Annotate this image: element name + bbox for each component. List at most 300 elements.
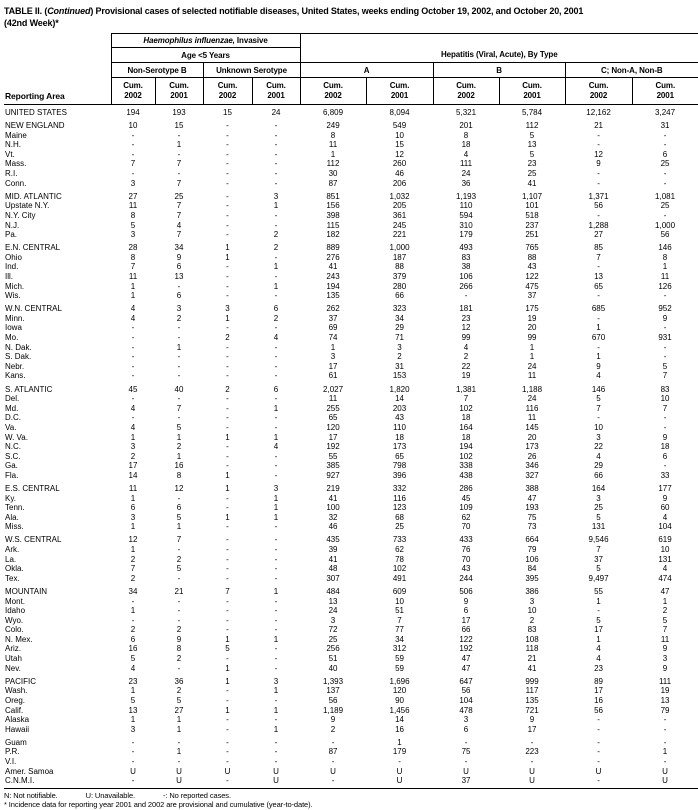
value-cell: 99 (461, 333, 471, 343)
footnote-legend-line (4, 791, 698, 801)
value-cell: 3 (273, 676, 279, 686)
value-cell: 7 (596, 403, 601, 413)
value-cell: - (226, 281, 229, 291)
value-cell: 1 (176, 432, 182, 442)
reporting-area-cell: Ill. (5, 272, 13, 281)
value-cell: 7 (596, 545, 601, 555)
value-cell: 79 (527, 545, 537, 555)
value-cell: 25 (395, 522, 404, 532)
table-row (4, 635, 698, 645)
value-cell: - (131, 776, 135, 786)
value-cell: 4 (662, 564, 668, 574)
table-row (4, 564, 698, 574)
value-cell: - (464, 737, 468, 747)
value-cell: - (177, 323, 181, 333)
value-cell: 23 (128, 676, 138, 686)
value-cell: U (176, 776, 182, 786)
value-cell: 70 (461, 554, 471, 564)
value-cell: - (663, 461, 667, 471)
value-cell: 16 (174, 461, 184, 471)
value-cell: 102 (392, 564, 407, 574)
value-cell: 110 (459, 201, 473, 211)
value-cell: 8,094 (389, 108, 410, 117)
value-cell: 2 (176, 554, 182, 564)
reporting-area-cell: Okla. (5, 564, 24, 574)
value-cell: - (663, 715, 667, 725)
value-cell: 5 (596, 615, 601, 625)
value-cell: 23 (527, 159, 537, 169)
footnote-not-notifiable: N: Not notifiable. (4, 790, 58, 800)
reporting-area-cell: S.C. (5, 451, 21, 461)
value-cell: 60 (660, 503, 670, 513)
value-cell: - (226, 230, 229, 240)
value-cell: 13 (128, 705, 138, 715)
value-cell: 102 (459, 403, 473, 413)
value-cell: 203 (392, 403, 407, 413)
reporting-area-cell: Wis. (5, 291, 21, 301)
value-cell: 126 (658, 281, 672, 291)
value-cell: 8 (330, 130, 336, 140)
value-cell: 4 (273, 333, 279, 343)
value-cell: - (131, 737, 135, 747)
value-cell: 5 (176, 695, 182, 705)
value-cell: 1 (130, 545, 136, 555)
value-cell: U (130, 766, 136, 776)
value-cell: U (396, 776, 403, 786)
value-cell: 1 (176, 724, 182, 734)
value-cell: 15 (395, 140, 404, 150)
cum-year-header: Cum. 2001 (632, 78, 698, 105)
value-cell: 22 (461, 361, 471, 371)
value-cell: - (274, 272, 278, 281)
value-cell: - (226, 625, 229, 635)
reporting-area-cell: Idaho (5, 606, 26, 616)
table-row (4, 644, 698, 654)
value-cell: 8 (662, 252, 668, 262)
value-cell: 664 (525, 535, 539, 545)
value-cell: 310 (459, 220, 473, 230)
value-cell: 3 (225, 304, 230, 314)
value-cell: 84 (527, 564, 537, 574)
value-cell: - (464, 291, 468, 301)
title-part2: ) Provisional cases of selected notifiable diseases, United States, weeks ending October 19, 2002, and October 20, 2001 (90, 6, 584, 16)
value-cell: 14 (395, 715, 404, 725)
value-cell: - (177, 606, 181, 616)
value-cell: 31 (660, 121, 670, 131)
value-cell: - (274, 169, 278, 179)
value-cell: 2 (176, 625, 182, 635)
value-cell: 72 (328, 625, 338, 635)
value-cell: 1 (176, 715, 182, 725)
value-cell: - (274, 747, 278, 757)
value-cell: 24 (328, 606, 338, 616)
value-cell: 68 (395, 512, 404, 522)
value-cell: 11 (527, 413, 537, 423)
reporting-area-cell: Maine (5, 130, 27, 140)
value-cell: - (274, 361, 278, 371)
value-cell: - (226, 191, 229, 201)
table-row (4, 625, 698, 635)
value-cell: - (226, 451, 229, 461)
value-cell: - (226, 352, 229, 362)
table-row (4, 159, 698, 169)
value-cell: 1 (130, 281, 136, 291)
value-cell: 2 (176, 686, 182, 696)
value-cell: 7 (130, 262, 136, 272)
value-cell: 1,188 (522, 384, 543, 394)
value-cell: 5 (596, 512, 601, 522)
value-cell: 17 (527, 724, 537, 734)
footnote-unavailable: U: Unavailable. (85, 790, 136, 800)
value-cell: 15 (174, 121, 184, 131)
value-cell: 9 (596, 159, 601, 169)
value-cell: 1 (130, 493, 136, 503)
value-cell: 177 (658, 483, 672, 493)
reporting-area-cell: Utah (5, 654, 22, 664)
table-row (4, 352, 698, 362)
value-cell: 7 (662, 371, 668, 381)
value-cell: 194 (126, 108, 140, 117)
value-cell: 255 (326, 403, 340, 413)
value-cell: 765 (525, 243, 539, 253)
value-cell: 7 (130, 564, 136, 574)
value-cell: 66 (395, 291, 404, 301)
value-cell: 1,371 (588, 191, 609, 201)
value-cell: - (663, 210, 667, 220)
value-cell: 193 (172, 108, 186, 117)
value-cell: - (226, 695, 229, 705)
table-row (4, 169, 698, 179)
reporting-area-cell: W. Va. (5, 432, 28, 442)
value-cell: 4 (176, 220, 182, 230)
value-cell: 647 (459, 676, 473, 686)
table-row (4, 333, 698, 343)
value-cell: 9 (596, 361, 601, 371)
cum-year-header: Cum. 2001 (366, 78, 433, 105)
value-cell: 65 (395, 451, 404, 461)
value-cell: - (331, 757, 335, 766)
value-cell: 69 (328, 323, 338, 333)
value-cell: 65 (594, 281, 603, 291)
value-cell: 30 (328, 169, 338, 179)
value-cell: - (274, 737, 278, 747)
value-cell: 106 (459, 272, 473, 281)
value-cell: 1 (273, 586, 279, 596)
title-continued: Continued (47, 6, 91, 16)
value-cell: 1 (529, 342, 535, 352)
value-cell: U (224, 766, 231, 776)
value-cell: 4 (273, 442, 279, 452)
value-cell: 7 (596, 252, 601, 262)
value-cell: 39 (328, 545, 338, 555)
value-cell: 37 (594, 554, 603, 564)
value-cell: 2 (176, 313, 182, 323)
table-row (4, 371, 698, 381)
reporting-area-cell: Ark. (5, 545, 20, 555)
value-cell: 1 (176, 522, 182, 532)
reporting-area-cell: E.S. CENTRAL (5, 483, 60, 493)
value-cell: - (131, 169, 135, 179)
value-cell: - (274, 654, 278, 664)
value-cell: 1 (596, 323, 601, 333)
value-cell: - (597, 262, 600, 272)
value-cell: 9,546 (588, 535, 609, 545)
value-cell: 99 (527, 333, 537, 343)
table-row (4, 253, 698, 263)
value-cell: 24 (527, 361, 537, 371)
value-cell: - (597, 606, 600, 616)
value-cell: 4 (463, 342, 469, 352)
value-cell: - (226, 394, 229, 404)
reporting-area-cell: Guam (5, 737, 27, 747)
table-row (4, 230, 698, 240)
value-cell: - (274, 323, 278, 333)
value-cell: 1 (225, 252, 230, 262)
footnote-no-cases: -: No reported cases. (163, 790, 231, 800)
value-cell: 1 (225, 676, 230, 686)
value-cell: 24 (271, 108, 281, 117)
value-cell: 2 (130, 451, 136, 461)
value-cell: 670 (591, 333, 606, 343)
value-cell: 12,162 (586, 108, 611, 117)
value-cell: - (274, 178, 278, 188)
value-cell: 205 (392, 201, 407, 211)
value-cell: 12 (128, 535, 138, 545)
value-cell: U (273, 776, 279, 786)
value-cell: 38 (461, 262, 471, 272)
table-row (4, 362, 698, 372)
value-cell: 5,784 (522, 108, 543, 117)
value-cell: 21 (594, 121, 603, 131)
value-cell: 13 (174, 272, 184, 281)
value-cell: 1 (273, 686, 279, 696)
value-cell: - (597, 715, 600, 725)
value-cell: 24 (527, 394, 537, 404)
value-cell: 798 (392, 461, 407, 471)
value-cell: 361 (392, 210, 407, 220)
value-cell: 4 (130, 663, 136, 673)
value-cell: 435 (326, 535, 340, 545)
value-cell: 3 (330, 352, 336, 362)
value-cell: 7 (662, 403, 668, 413)
reporting-area-cell: Pa. (5, 230, 18, 240)
table-row (4, 738, 698, 748)
value-cell: 66 (461, 625, 471, 635)
value-cell: 56 (328, 695, 338, 705)
value-cell: - (177, 545, 181, 555)
value-cell: 45 (461, 493, 471, 503)
table-row (4, 545, 698, 555)
value-cell: U (529, 766, 535, 776)
value-cell: 31 (395, 361, 404, 371)
value-cell: 21 (174, 586, 184, 596)
value-cell: 276 (326, 252, 340, 262)
value-cell: 2 (330, 724, 336, 734)
value-cell: 219 (326, 483, 340, 493)
value-cell: 5 (596, 564, 601, 574)
value-cell: 6 (176, 291, 182, 301)
value-cell: - (663, 422, 667, 432)
value-cell: U (662, 766, 668, 776)
reporting-area-cell: Wyo. (5, 615, 24, 625)
value-cell: 11 (660, 634, 670, 644)
value-cell: - (131, 130, 135, 140)
value-cell: 1 (273, 503, 279, 513)
value-cell: 25 (174, 191, 184, 201)
value-cell: U (463, 766, 469, 776)
value-cell: - (663, 291, 667, 301)
value-cell: 43 (395, 413, 404, 423)
value-cell: 182 (326, 230, 340, 240)
value-cell: - (226, 291, 229, 301)
value-cell: 5 (176, 564, 182, 574)
value-cell: 122 (525, 272, 539, 281)
value-cell: 83 (527, 625, 537, 635)
value-cell: - (274, 140, 278, 150)
value-cell: 18 (461, 140, 471, 150)
table-header (4, 34, 698, 105)
value-cell: 619 (658, 535, 672, 545)
value-cell: 927 (326, 470, 340, 480)
table-row (4, 291, 698, 301)
value-cell: 221 (392, 230, 407, 240)
value-cell: 5 (130, 654, 136, 664)
value-cell: 73 (527, 522, 537, 532)
value-cell: - (663, 352, 667, 362)
reporting-area-cell: Nebr. (5, 361, 25, 371)
value-cell: 164 (591, 483, 606, 493)
value-cell: 6 (662, 451, 668, 461)
table-row (4, 323, 698, 333)
value-cell: 3 (176, 304, 182, 314)
value-cell: 37 (461, 776, 471, 786)
value-cell: - (177, 169, 181, 179)
value-cell: - (226, 503, 229, 513)
value-cell: 280 (392, 281, 407, 291)
reporting-area-cell: Mass. (5, 159, 27, 169)
value-cell: 23 (461, 313, 471, 323)
value-cell: 17 (328, 432, 338, 442)
value-cell: 25 (527, 169, 537, 179)
value-cell: - (274, 644, 278, 654)
value-cell: 7 (176, 159, 182, 169)
value-cell: 181 (459, 304, 473, 314)
value-cell: 9 (662, 663, 668, 673)
value-cell: - (226, 220, 229, 230)
reporting-area-cell: Tenn. (5, 503, 25, 513)
subgroup-header: B (433, 63, 565, 78)
table-row (4, 664, 698, 674)
value-cell: 12 (594, 149, 603, 159)
value-cell: 1,696 (389, 676, 410, 686)
value-cell: 179 (459, 230, 473, 240)
value-cell: 153 (392, 371, 407, 381)
table-row (4, 677, 698, 687)
value-cell: 34 (128, 586, 138, 596)
reporting-area-cell: Colo. (5, 625, 24, 635)
table-row (4, 131, 698, 141)
value-cell: 41 (527, 663, 537, 673)
value-cell: 549 (392, 121, 407, 131)
reporting-area-cell: Wash. (5, 686, 28, 696)
value-cell: - (274, 413, 278, 423)
value-cell: 506 (459, 586, 473, 596)
value-cell: 251 (525, 230, 539, 240)
table-row (4, 654, 698, 664)
value-cell: 237 (525, 220, 539, 230)
value-cell: 18 (461, 432, 471, 442)
value-cell: - (177, 281, 181, 291)
value-cell: - (226, 121, 229, 131)
reporting-area-cell: Vt. (5, 149, 15, 159)
value-cell: 89 (594, 676, 603, 686)
value-cell: - (177, 596, 181, 606)
value-cell: - (274, 554, 278, 564)
value-cell: 1 (662, 262, 668, 272)
value-cell: 11 (128, 201, 138, 211)
value-cell: - (226, 461, 229, 471)
value-cell: 10 (660, 545, 670, 555)
value-cell: 6 (463, 724, 469, 734)
value-cell: 120 (392, 686, 407, 696)
cum-year-header: Cum. 2002 (433, 78, 499, 105)
reporting-area-cell: R.I. (5, 169, 18, 179)
table-row (4, 574, 698, 584)
value-cell: 12 (174, 483, 184, 493)
value-cell: U (330, 766, 336, 776)
value-cell: - (177, 663, 181, 673)
value-cell: - (663, 130, 667, 140)
value-cell: 13 (660, 695, 670, 705)
reporting-area-cell: C.N.M.I. (5, 776, 35, 786)
value-cell: 164 (459, 422, 473, 432)
reporting-area-cell: Iowa (5, 323, 22, 333)
reporting-area-cell: Hawaii (5, 724, 30, 734)
value-cell: 889 (326, 243, 340, 253)
value-cell: 7 (130, 159, 136, 169)
table-row (4, 513, 698, 523)
value-cell: - (597, 178, 600, 188)
value-cell: 23 (594, 663, 603, 673)
table-row (4, 715, 698, 725)
value-cell: 75 (527, 512, 537, 522)
value-cell: 6 (273, 384, 279, 394)
value-cell: 11 (328, 140, 338, 150)
value-cell: - (274, 394, 278, 404)
table-row (4, 452, 698, 462)
value-cell: 87 (328, 178, 338, 188)
value-cell: 4 (596, 371, 601, 381)
value-cell: 2,027 (323, 384, 344, 394)
value-cell: - (131, 615, 135, 625)
value-cell: 1 (130, 522, 136, 532)
value-cell: 1 (330, 342, 336, 352)
value-cell: 101 (525, 201, 539, 211)
value-cell: 187 (392, 252, 407, 262)
subgroup-header: A (300, 63, 433, 78)
value-cell: 56 (594, 201, 603, 211)
reporting-area-cell: Conn. (5, 178, 27, 188)
value-cell: 48 (328, 564, 338, 574)
age-group-header: Age <5 Years (111, 48, 300, 63)
value-cell: - (274, 159, 278, 169)
value-cell: - (226, 403, 229, 413)
value-cell: 34 (174, 243, 184, 253)
value-cell: 385 (326, 461, 340, 471)
value-cell: - (177, 394, 181, 404)
value-cell: 5 (176, 512, 182, 522)
value-cell: 10 (395, 130, 404, 140)
